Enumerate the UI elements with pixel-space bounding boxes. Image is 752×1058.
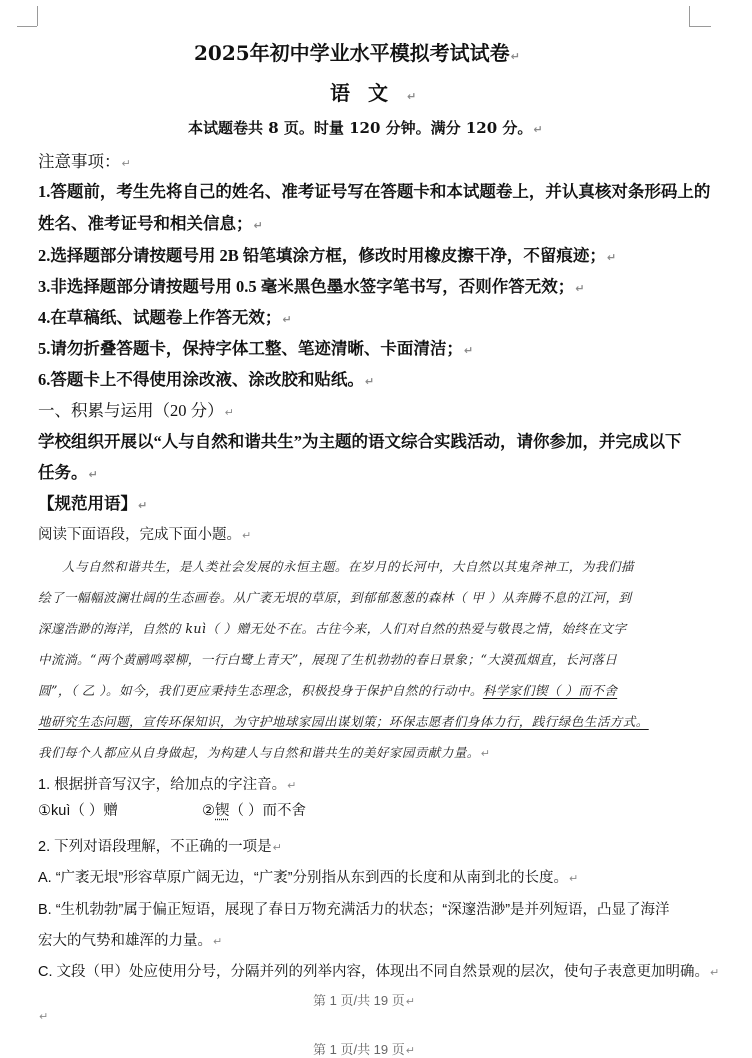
- subject-title: 语文↵: [330, 81, 435, 105]
- question-1-item-b: ②锲（ ）而不舍: [202, 803, 307, 819]
- crop-mark-top-right: [689, 6, 690, 26]
- option-a: A. “广袤无垠”形容草原广阔无边，“广袤”分别指从东到西的长度和从南到北的长度。↵: [38, 870, 579, 886]
- page-footer: 第 1 页/共 19 页↵: [313, 993, 415, 1008]
- passage-line-underlined: 地研究生态问题，宣传环保知识，为守护地球家园出谋划策；环保志愿者们身体力行，践行绿色生活方式。: [38, 714, 649, 729]
- notice-item-1-cont: 姓名、准考证号和相关信息；↵: [38, 214, 263, 233]
- option-b-cont: 宏大的气势和雄浑的力量。↵: [38, 933, 223, 949]
- question-1: 1. 根据拼音写汉字，给加点的字注音。↵: [38, 777, 297, 793]
- section-intro: 学校组织开展以“人与自然和谐共生”为主题的语文综合实践活动，请你参加，并完成以下: [38, 432, 682, 451]
- notice-item-4: 4.在草稿纸、试题卷上作答无效；↵: [38, 308, 292, 327]
- crop-mark-top-right: [689, 26, 711, 27]
- passage-line: 深邃浩渺的海洋，自然的 kuì（ ）赠无处不在。古往今来，人们对自然的热爱与敬畏之情，始终在文字: [38, 621, 627, 636]
- sub-heading: 【规范用语】↵: [38, 494, 148, 513]
- crop-mark-top-left: [17, 26, 37, 27]
- notice-item-5: 5.请勿折叠答题卡，保持字体工整、笔迹清晰、卡面清洁；↵: [38, 339, 474, 358]
- notice-item-3: 3.非选择题部分请按题号用 0.5 毫米黑色墨水签字笔书写，否则作答无效；↵: [38, 277, 585, 296]
- question-2: 2. 下列对语段理解，不正确的一项是↵: [38, 839, 282, 855]
- passage-line: 人与自然和谐共生，是人类社会发展的永恒主题。在岁月的长河中，大自然以其鬼斧神工，为我们描: [62, 559, 634, 574]
- passage-line: 我们每个人都应从自身做起，为构建人与自然和谐共生的美好家园贡献力量。↵: [38, 745, 491, 760]
- exam-title: 2025年初中学业水平模拟考试试卷↵: [194, 41, 520, 65]
- passage-line: 圆”，（ 乙 ）。如今，我们更应秉持生态理念，积极投身于保护自然的行动中。科学家们锲（ ）而不舍: [38, 683, 618, 698]
- reading-instruction: 阅读下面语段，完成下面小题。↵: [38, 527, 252, 543]
- notice-item-6: 6.答题卡上不得使用涂改液、涂改胶和贴纸。↵: [38, 370, 375, 389]
- option-b: B. “生机勃勃”属于偏正短语，展现了春日万物充满活力的状态；“深邃浩渺”是并列短语，凸显了海洋: [38, 902, 670, 918]
- passage-line: 绘了一幅幅波澜壮阔的生态画卷。从广袤无垠的草原，到郁郁葱葱的森林（ 甲 ）从奔腾不息的江河，到: [38, 590, 632, 605]
- section-heading: 一、积累与运用（20 分）↵: [38, 401, 234, 420]
- exam-info: 本试题卷共 8 页。时量 120 分钟。满分 120 分。↵: [188, 119, 543, 137]
- section-intro-cont: 任务。↵: [38, 463, 98, 482]
- notice-item-1: 1.答题前，考生先将自己的姓名、准考证号写在答题卡和本试题卷上，并认真核对条形码上的: [38, 182, 711, 201]
- passage-line: 中流淌。“两个黄鹂鸣翠柳，一行白鹭上青天”，展现了生机勃勃的春日景象；“大漠孤烟直，长河落日: [38, 652, 618, 667]
- crop-mark-top-left: [37, 6, 38, 26]
- notice-heading: 注意事项：↵: [38, 152, 131, 171]
- option-c: C. 文段（甲）处应使用分号，分隔并列的列举内容，体现出不同自然景观的层次，使句子表意更加明确。↵: [38, 964, 720, 980]
- notice-item-2: 2.选择题部分请按题号用 2B 铅笔填涂方框，修改时用橡皮擦干净，不留痕迹；↵: [38, 246, 617, 265]
- paragraph-mark: ↵: [39, 1010, 49, 1023]
- page-footer-repeat: 第 1 页/共 19 页↵: [313, 1042, 415, 1057]
- question-1-item-a: ①kuì（ ）赠: [38, 803, 118, 819]
